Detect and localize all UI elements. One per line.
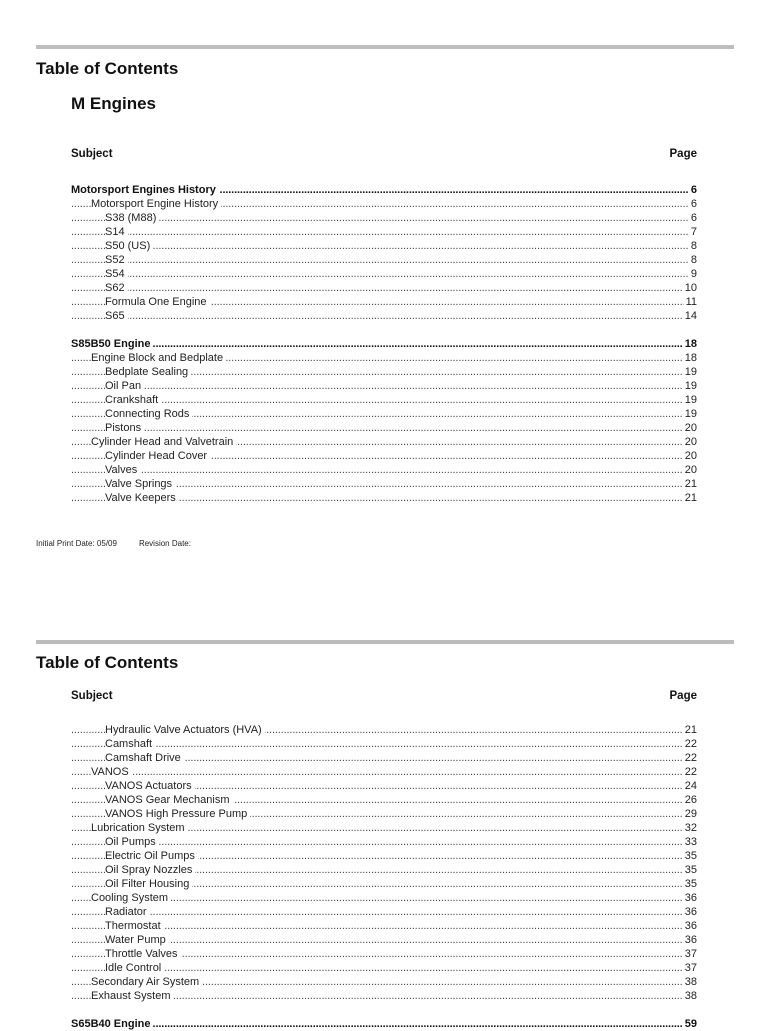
toc-entry-label: Crankshaft — [105, 394, 161, 406]
initial-print-date: Initial Print Date: 05/09 — [36, 539, 117, 548]
toc-entry-label: Engine Block and Bedplate — [91, 352, 226, 364]
toc-entry-label: Cylinder Head and Valvetrain — [91, 436, 236, 448]
toc-list-page-2 — [71, 723, 697, 1031]
toc-entry — [71, 877, 697, 891]
toc-entry-label: Lubrication System — [91, 822, 188, 834]
toc-entry — [71, 337, 697, 351]
toc-entry-page-number: 29 — [684, 808, 697, 820]
revision-date: Revision Date: — [138, 539, 191, 548]
toc-entry-label: S14 — [105, 226, 128, 238]
toc-entry-label: Valve Springs — [105, 478, 175, 490]
subject-header: Subject — [71, 690, 113, 702]
toc-entry — [71, 435, 697, 449]
toc-entry-page-number: 19 — [684, 408, 697, 420]
toc-entry-label: S52 — [105, 254, 128, 266]
toc-entry-label: S85B50 Engine — [71, 338, 153, 350]
toc-entry-page-number: 21 — [684, 724, 697, 736]
toc-entry-label: Exhaust System — [91, 990, 173, 1002]
toc-entry-page-number: 6 — [690, 198, 697, 210]
toc-entry — [71, 765, 697, 779]
toc-entry-page-number: 11 — [685, 296, 697, 308]
toc-entry-page-number: 19 — [684, 380, 697, 392]
toc-entry-page-number: 9 — [690, 268, 697, 280]
toc-entry-page-number: 36 — [684, 934, 697, 946]
toc-entry — [71, 751, 697, 765]
toc-entry — [71, 197, 697, 211]
toc-entry-page-number: 35 — [684, 850, 697, 862]
toc-entry-page-number: 37 — [684, 962, 697, 974]
toc-entry-page-number: 18 — [684, 338, 697, 350]
toc-entry — [71, 947, 697, 961]
toc-entry-label: Cooling System — [91, 892, 171, 904]
toc-entry-page-number: 7 — [690, 226, 697, 238]
toc-entry-page-number: 32 — [684, 822, 697, 834]
toc-entry — [71, 309, 697, 323]
toc-entry-page-number: 37 — [684, 948, 697, 960]
print-footer — [36, 539, 191, 548]
toc-entry — [71, 449, 697, 463]
toc-entry-page-number: 8 — [690, 240, 697, 252]
toc-entry-label: Oil Spray Nozzles — [105, 864, 195, 876]
top-divider-page-2 — [36, 640, 734, 644]
subject-header: Subject — [71, 148, 113, 160]
toc-entry-label: Electric Oil Pumps — [105, 850, 198, 862]
page-header: Page — [669, 148, 697, 160]
toc-entry-label: Valve Keepers — [105, 492, 179, 504]
toc-entry — [71, 281, 697, 295]
toc-entry-label: S50 (US) — [105, 240, 153, 252]
toc-entry-label: VANOS Actuators — [105, 780, 195, 792]
toc-entry-page-number: 36 — [684, 920, 697, 932]
toc-entry — [71, 295, 697, 309]
toc-entry-page-number: 10 — [684, 282, 697, 294]
toc-entry — [71, 267, 697, 281]
toc-entry-page-number: 36 — [684, 892, 697, 904]
page-header: Page — [669, 690, 697, 702]
toc-entry — [71, 183, 697, 197]
toc-entry-page-number: 21 — [684, 492, 697, 504]
toc-entry-label: Radiator — [105, 906, 150, 918]
toc-entry-label: VANOS — [91, 766, 132, 778]
toc-entry — [71, 737, 697, 751]
toc-entry-label: Water Pump — [105, 934, 169, 946]
toc-entry-label: VANOS High Pressure Pump — [105, 808, 250, 820]
toc-entry-page-number: 35 — [684, 864, 697, 876]
toc-entry — [71, 239, 697, 253]
toc-entry — [71, 225, 697, 239]
toc-entry — [71, 723, 697, 737]
toc-entry — [71, 393, 697, 407]
toc-entry — [71, 821, 697, 835]
toc-entry-page-number: 22 — [684, 766, 697, 778]
toc-entry — [71, 477, 697, 491]
toc-entry — [71, 933, 697, 947]
toc-entry-label: S38 (M88) — [105, 212, 159, 224]
toc-entry-page-number: 36 — [684, 906, 697, 918]
toc-entry-page-number: 20 — [684, 436, 697, 448]
toc-entry — [71, 975, 697, 989]
toc-entry-page-number: 59 — [684, 1018, 697, 1030]
toc-entry — [71, 961, 697, 975]
toc-entry — [71, 407, 697, 421]
toc-title: Table of Contents — [36, 59, 179, 78]
toc-entry-label: Oil Filter Housing — [105, 878, 192, 890]
toc-entry — [71, 351, 697, 365]
toc-entry-page-number: 22 — [684, 752, 697, 764]
toc-entry-label: Camshaft — [105, 738, 155, 750]
toc-entry — [71, 491, 697, 505]
toc-entry-label: S62 — [105, 282, 128, 294]
toc-entry-label: Throttle Valves — [105, 948, 181, 960]
toc-entry-page-number: 22 — [684, 738, 697, 750]
toc-entry — [71, 863, 697, 877]
toc-entry-page-number: 21 — [684, 478, 697, 490]
toc-entry-page-number: 24 — [684, 780, 697, 792]
toc-entry-label: Formula One Engine — [105, 296, 210, 308]
toc-entry-page-number: 14 — [684, 310, 697, 322]
toc-entry-label: Connecting Rods — [105, 408, 192, 420]
toc-entry-page-number: 38 — [684, 976, 697, 988]
toc-entry-label: Camshaft Drive — [105, 752, 184, 764]
toc-entry-page-number: 20 — [684, 422, 697, 434]
toc-entry — [71, 835, 697, 849]
toc-entry — [71, 779, 697, 793]
toc-entry — [71, 1017, 697, 1031]
toc-entry-page-number: 6 — [690, 184, 697, 196]
top-divider-page-1 — [36, 45, 734, 49]
toc-entry — [71, 463, 697, 477]
toc-entry-label: S54 — [105, 268, 128, 280]
section-title: M Engines — [71, 94, 157, 113]
toc-entry-label: Oil Pumps — [105, 836, 159, 848]
toc-entry-label: Secondary Air System — [91, 976, 202, 988]
toc-entry-label: S65B40 Engine — [71, 1018, 153, 1030]
toc-entry-page-number: 33 — [684, 836, 697, 848]
toc-entry-page-number: 6 — [690, 212, 697, 224]
toc-entry-page-number: 18 — [684, 352, 697, 364]
toc-entry — [71, 849, 697, 863]
toc-entry — [71, 421, 697, 435]
toc-entry — [71, 905, 697, 919]
toc-entry — [71, 211, 697, 225]
toc-entry-label: Motorsport Engines History — [71, 184, 219, 196]
toc-entry-page-number: 20 — [684, 464, 697, 476]
toc-entry-label: Thermostat — [105, 920, 164, 932]
toc-entry-page-number: 38 — [684, 990, 697, 1002]
toc-entry — [71, 365, 697, 379]
toc-entry — [71, 379, 697, 393]
toc-entry-page-number: 20 — [684, 450, 697, 462]
toc-entry — [71, 807, 697, 821]
toc-entry — [71, 891, 697, 905]
toc-entry-label: S65 — [105, 310, 128, 322]
toc-list-page-1 — [71, 183, 697, 505]
toc-entry — [71, 989, 697, 1003]
toc-entry-page-number: 19 — [684, 366, 697, 378]
toc-entry-label: Oil Pan — [105, 380, 144, 392]
toc-entry — [71, 253, 697, 267]
toc-entry — [71, 919, 697, 933]
toc-title-continued: Table of Contents — [36, 653, 179, 672]
toc-entry-label: Hydraulic Valve Actuators (HVA) — [105, 724, 265, 736]
toc-entry-label: Idle Control — [105, 962, 164, 974]
toc-entry-page-number: 19 — [684, 394, 697, 406]
toc-entry-page-number: 8 — [690, 254, 697, 266]
toc-entry-label: Bedplate Sealing — [105, 366, 191, 378]
toc-entry-label: Motorsport Engine History — [91, 198, 221, 210]
toc-entry-label: Pistons — [105, 422, 144, 434]
toc-entry — [71, 793, 697, 807]
toc-entry-label: Cylinder Head Cover — [105, 450, 210, 462]
toc-entry-page-number: 26 — [684, 794, 697, 806]
toc-entry-page-number: 35 — [684, 878, 697, 890]
toc-entry-label: VANOS Gear Mechanism — [105, 794, 233, 806]
toc-entry-label: Valves — [105, 464, 140, 476]
